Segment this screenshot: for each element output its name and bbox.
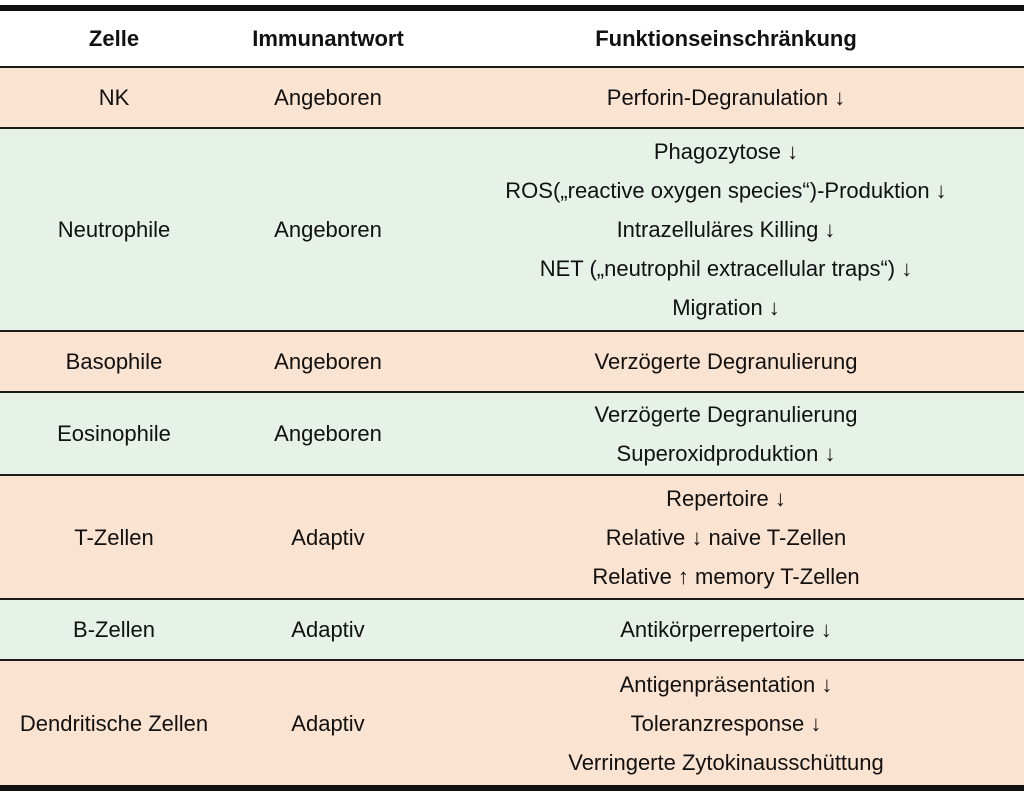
- function-line: NET („neutrophil extracellular traps“) ↓: [539, 256, 913, 281]
- function-line: Superoxidproduktion ↓: [616, 440, 836, 466]
- immune-response: Angeboren: [274, 85, 382, 110]
- immune-response: Angeboren: [274, 349, 382, 374]
- function-line: Verzögerte Degranulierung: [594, 401, 858, 427]
- function-line: Intrazelluläres Killing ↓: [616, 217, 836, 242]
- immune-response: Adaptiv: [291, 710, 365, 736]
- table-row: [0, 332, 1024, 393]
- table-header-row: [0, 11, 1024, 68]
- cell-type: Dendritische Zellen: [19, 710, 209, 736]
- function-impairment: [428, 393, 1024, 474]
- header-function-impairment: Funktionseinschränkung: [595, 26, 857, 51]
- function-impairment: [428, 68, 1024, 127]
- function-line: Migration ↓: [672, 295, 780, 320]
- function-impairment: [428, 332, 1024, 391]
- table-row: [0, 600, 1024, 661]
- function-impairment: [428, 476, 1024, 598]
- header-immune-response: Immunantwort: [252, 26, 404, 51]
- immune-function-table: [0, 5, 1024, 791]
- function-line: Repertoire ↓: [666, 485, 786, 511]
- immune-response: Adaptiv: [291, 524, 365, 550]
- function-line: Toleranzresponse ↓: [630, 710, 822, 736]
- table-row: [0, 661, 1024, 785]
- table-row: [0, 476, 1024, 600]
- function-line: ROS(„reactive oxygen species“)-Produktion ↓: [505, 178, 947, 203]
- cell-type: Neutrophile: [57, 217, 171, 242]
- function-line: Verringerte Zytokinausschüttung: [568, 749, 884, 775]
- table-row: [0, 68, 1024, 129]
- function-line: Antigenpräsentation ↓: [619, 671, 833, 697]
- function-line: Phagozytose ↓: [653, 139, 799, 164]
- immune-response: Angeboren: [274, 217, 382, 242]
- cell-type: Basophile: [65, 349, 163, 374]
- table-row: [0, 129, 1024, 332]
- header-cell: Zelle: [88, 26, 140, 51]
- function-impairment: [428, 600, 1024, 659]
- function-line: Perforin-Degranulation ↓: [606, 85, 846, 110]
- function-line: Relative ↑ memory T-Zellen: [592, 563, 860, 589]
- function-impairment: [428, 661, 1024, 785]
- function-line: Verzögerte Degranulierung: [594, 349, 858, 374]
- function-line: Antikörperrepertoire ↓: [620, 617, 832, 642]
- immune-response: Angeboren: [274, 421, 382, 446]
- cell-type: T-Zellen: [74, 524, 154, 550]
- cell-type: NK: [98, 85, 130, 110]
- function-line: Relative ↓ naive T-Zellen: [605, 524, 847, 550]
- cell-type: Eosinophile: [57, 421, 171, 446]
- immune-response: Adaptiv: [291, 617, 365, 642]
- function-impairment: [428, 129, 1024, 330]
- cell-type: B-Zellen: [73, 617, 155, 642]
- table-row: [0, 393, 1024, 476]
